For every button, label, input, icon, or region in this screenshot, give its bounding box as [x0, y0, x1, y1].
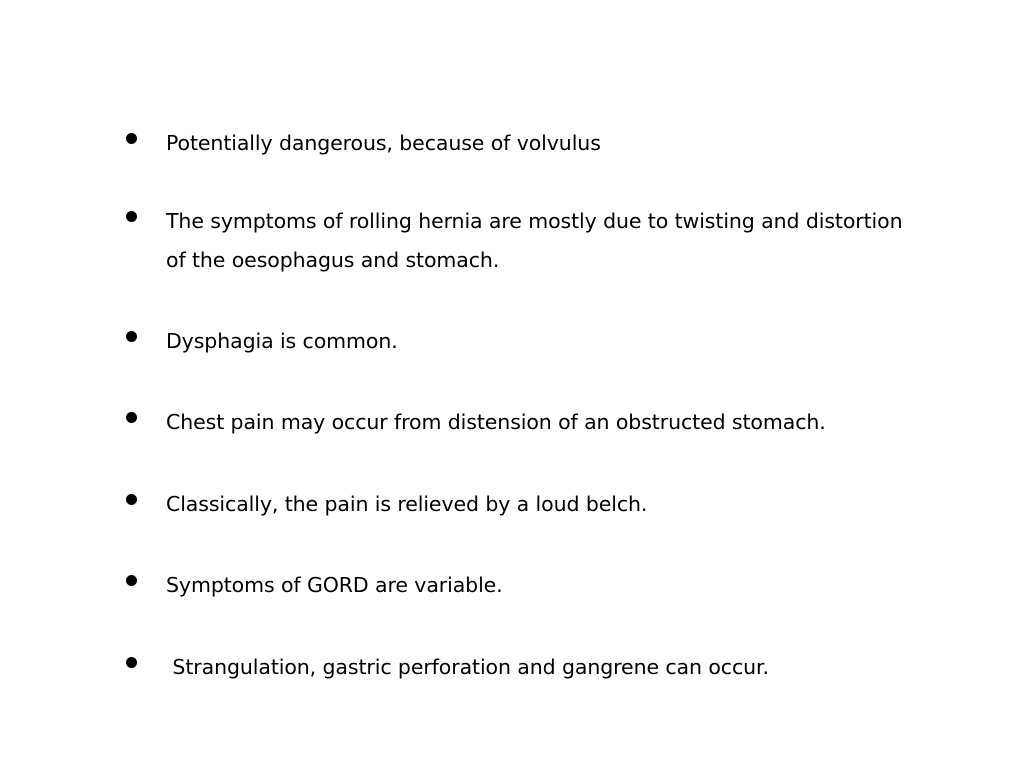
- bullet-text: Classically, the pain is relieved by a loud belch.: [166, 492, 648, 516]
- bullet-text: Dysphagia is common.: [166, 329, 398, 353]
- bullet-dot-icon: [126, 133, 137, 144]
- bullet-item-chest-pain: [126, 403, 916, 442]
- bullet-item-volvulus: [126, 124, 916, 163]
- bullet-text: Strangulation, gastric perforation and gangrene can occur.: [166, 655, 769, 679]
- bullet-dot-icon: [126, 412, 137, 423]
- bullet-item-gord: [126, 566, 916, 605]
- bullet-item-dysphagia: [126, 322, 916, 361]
- bullet-text: Symptoms of GORD are variable.: [166, 573, 503, 597]
- bullet-dot-icon: [126, 331, 137, 342]
- bullet-dot-icon: [126, 494, 137, 505]
- bullet-text: Chest pain may occur from distension of an obstructed stomach.: [166, 410, 826, 434]
- bullet-item-rolling-hernia-symptoms: [126, 202, 916, 280]
- bullet-text: The symptoms of rolling hernia are mostly due to twisting and distortion of the oesophagus and stomach.: [166, 209, 909, 272]
- bullet-dot-icon: [126, 211, 137, 222]
- bullet-text: Potentially dangerous, because of volvulus: [166, 131, 601, 155]
- bullet-dot-icon: [126, 575, 137, 586]
- bullet-item-belch: [126, 485, 916, 524]
- bullet-dot-icon: [126, 657, 137, 668]
- bullet-item-strangulation: [126, 648, 916, 687]
